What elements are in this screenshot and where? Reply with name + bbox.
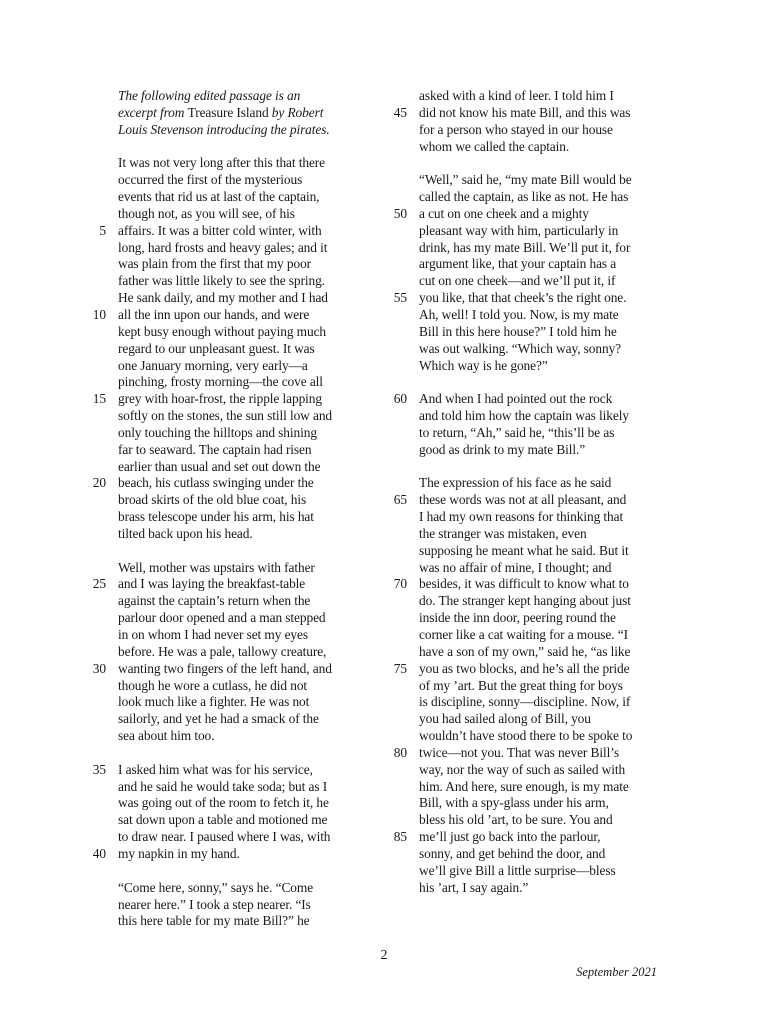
line-text: you as two blocks, and he’s all the pride (419, 660, 630, 676)
line-text: earlier than usual and set out down the (118, 458, 321, 474)
line-number: 35 (92, 761, 106, 777)
line-text: father was little likely to see the spring. (118, 273, 325, 289)
intro-text: Louis Stevenson introducing the pirates. (118, 121, 330, 137)
line-text: his ’art, I say again.” (419, 879, 529, 895)
intro-line (118, 88, 354, 105)
line-number: 65 (393, 492, 407, 508)
passage-line (419, 779, 655, 796)
line-text: supposing he meant what he said. But it (419, 542, 629, 558)
paragraph-gap (118, 543, 354, 560)
line-text: do. The stranger kept hanging about just (419, 593, 631, 609)
left-column (92, 88, 354, 930)
passage-line (92, 761, 354, 779)
passage-line (118, 593, 354, 610)
passage-line (92, 306, 354, 324)
passage-line (118, 425, 354, 442)
paragraph-gap (419, 459, 655, 476)
line-text: kept busy enough without paying much (118, 323, 327, 339)
line-text: bless his old ’art, to be sure. You and (419, 812, 613, 828)
line-text: me’ll just go back into the parlour, (419, 829, 601, 845)
passage-line (419, 122, 655, 139)
line-text: pleasant way with him, particularly in (419, 222, 619, 238)
passage-line (118, 694, 354, 711)
line-number: 45 (393, 104, 407, 120)
passage-line (419, 358, 655, 375)
passage-line (118, 560, 354, 577)
line-text: against the captain’s return when the (118, 593, 311, 609)
passage-line (118, 880, 354, 897)
line-text: softly on the stones, the sun still low and (118, 408, 333, 424)
right-passage (393, 88, 655, 897)
line-text: all the inn upon our hands, and were (118, 306, 310, 322)
passage-line (118, 526, 354, 543)
line-number: 15 (92, 391, 106, 407)
passage-line (419, 273, 655, 290)
passage-line (419, 728, 655, 745)
intro-line (118, 122, 354, 139)
passage-line (419, 678, 655, 695)
passage-line (419, 509, 655, 526)
line-text: sat down upon a table and motioned me (118, 812, 328, 828)
line-number: 25 (92, 576, 106, 592)
passage-line (118, 644, 354, 661)
passage-line (419, 408, 655, 425)
passage-line (419, 223, 655, 240)
passage-line (118, 172, 354, 189)
passage-line (393, 660, 655, 678)
line-text: pinching, frosty morning—the cove all (118, 374, 323, 390)
passage-line (92, 475, 354, 492)
passage-line (419, 172, 655, 189)
line-text: And when I had pointed out the rock (419, 391, 613, 407)
line-number: 85 (393, 829, 407, 845)
passage-line (393, 492, 655, 509)
line-text: besides, it was difficult to know what to (419, 576, 629, 592)
line-number: 30 (92, 660, 106, 676)
passage-line (393, 744, 655, 762)
date-footer: September 2021 (576, 965, 657, 979)
passage-line (118, 240, 354, 257)
line-text: a cut on one cheek and a mighty (419, 205, 589, 221)
passage-line (118, 324, 354, 341)
line-text: way, nor the way of such as sailed with (419, 761, 626, 777)
line-text: wouldn’t have stood there to be spoke to (419, 728, 633, 744)
line-text: grey with hoar-frost, the ripple lapping (118, 391, 322, 407)
line-text: of my ’art. But the great thing for boys (419, 677, 623, 693)
line-text: affairs. It was a bitter cold winter, with (118, 222, 322, 238)
passage-line (419, 762, 655, 779)
paragraph-gap (118, 745, 354, 762)
line-text: The expression of his face as he said (419, 475, 612, 491)
passage-line (419, 256, 655, 273)
passage-line (393, 576, 655, 593)
line-text: long, hard frosts and heavy gales; and it (118, 239, 328, 255)
line-text: inside the inn door, peering round the (419, 610, 616, 626)
right-column (393, 88, 655, 897)
line-text: parlour door opened and a man stepped (118, 610, 326, 626)
line-text: him. And here, sure enough, is my mate (419, 778, 629, 794)
passage-line (118, 290, 354, 307)
line-text: though he wore a cutlass, he did not (118, 677, 308, 693)
line-text: whom we called the captain. (419, 138, 570, 154)
passage-line (118, 256, 354, 273)
passage-line (92, 660, 354, 678)
line-text: before. He was a pale, tallowy creature, (118, 643, 327, 659)
line-text: only touching the hilltops and shining (118, 424, 317, 440)
paragraph-gap (419, 374, 655, 391)
passage-line (419, 644, 655, 661)
passage-line (118, 442, 354, 459)
passage-line (118, 492, 354, 509)
passage-line (92, 845, 354, 863)
passage-line (419, 526, 655, 543)
line-text: Bill, with a spy-glass under his arm, (419, 795, 609, 811)
passage-line (419, 560, 655, 577)
passage-line (118, 206, 354, 223)
line-number: 10 (92, 306, 106, 322)
passage-line (419, 863, 655, 880)
passage-line (118, 812, 354, 829)
passage-line (118, 711, 354, 728)
line-text: tilted back upon his head. (118, 525, 253, 541)
line-number: 40 (92, 845, 106, 861)
line-text: far to seaward. The captain had risen (118, 441, 312, 457)
passage-line (118, 897, 354, 914)
line-text: you like, that that cheek’s the right one. (419, 290, 627, 306)
line-text: regard to our unpleasant guest. It was (118, 340, 315, 356)
line-text: we’ll give Bill a little surprise—bless (419, 862, 616, 878)
line-text: to draw near. I paused where I was, with (118, 829, 331, 845)
passage-line (118, 459, 354, 476)
passage-line (118, 509, 354, 526)
paragraph-gap (419, 155, 655, 172)
passage-line (118, 155, 354, 172)
line-text: the stranger was mistaken, even (419, 525, 587, 541)
line-text: brass telescope under his arm, his hat (118, 509, 314, 525)
passage-line (419, 88, 655, 105)
line-text: and he said he would take soda; but as I (118, 778, 328, 794)
line-text: drink, has my mate Bill. We’ll put it, for (419, 239, 631, 255)
passage-line (118, 189, 354, 206)
passage-line (118, 913, 354, 930)
passage-line (118, 610, 354, 627)
line-text: asked with a kind of leer. I told him I (419, 88, 614, 103)
passage-line (419, 880, 655, 897)
line-text: broad skirts of the old blue coat, his (118, 492, 307, 508)
passage-line (118, 408, 354, 425)
line-text: and I was laying the breakfast-table (118, 576, 306, 592)
passage-line (92, 391, 354, 408)
line-text: was no affair of mine, I thought; and (419, 559, 612, 575)
line-text: to return, “Ah,” said he, “this’ll be as (419, 424, 615, 440)
passage-line (419, 610, 655, 627)
intro-line (118, 105, 354, 122)
line-text: wanting two fingers of the left hand, and (118, 660, 332, 676)
passage-line (99, 222, 354, 240)
intro-text: The following edited passage is an (118, 88, 301, 103)
passage-line (118, 779, 354, 796)
passage-line (419, 627, 655, 644)
passage-line (118, 678, 354, 695)
line-number: 80 (393, 744, 407, 760)
passage-line (118, 728, 354, 745)
line-text: though not, as you will see, of his (118, 205, 295, 221)
left-passage (92, 139, 354, 931)
passage-line (419, 240, 655, 257)
passage-line (419, 711, 655, 728)
line-text: corner like a cat waiting for a mouse. “I (419, 627, 628, 642)
passage-line (118, 627, 354, 644)
passage-line (118, 795, 354, 812)
line-text: is discipline, sonny—discipline. Now, if (419, 694, 631, 710)
line-text: called the captain, as like as not. He has (419, 189, 629, 205)
line-text: nearer here.” I took a step nearer. “Is (118, 896, 311, 912)
line-text: did not know his mate Bill, and this was (419, 104, 631, 120)
line-text: “Come here, sonny,” says he. “Come (118, 879, 314, 895)
passage-line (419, 139, 655, 156)
passage-line (419, 593, 655, 610)
passage-line (393, 391, 655, 408)
passage-line (419, 795, 655, 812)
intro-text: by Robert (268, 104, 324, 120)
line-text: these words was not at all pleasant, and (419, 492, 627, 508)
passage-line (419, 189, 655, 206)
line-text: in on whom I had never set my eyes (118, 627, 308, 642)
line-number: 5 (99, 222, 106, 238)
passage-line (419, 341, 655, 358)
line-number: 70 (393, 576, 407, 592)
line-text: It was not very long after this that there (118, 155, 326, 171)
line-text: sea about him too. (118, 728, 215, 744)
passage-line (118, 273, 354, 290)
line-text: twice—not you. That was never Bill’s (419, 744, 619, 760)
passage-line (419, 543, 655, 560)
line-number: 50 (393, 205, 407, 221)
line-text: “Well,” said he, “my mate Bill would be (419, 172, 632, 188)
line-text: this here table for my mate Bill?” he (118, 913, 310, 929)
line-text: you had sailed along of Bill, you (419, 711, 591, 727)
intro-note (118, 88, 354, 139)
passage-line (419, 425, 655, 442)
line-text: was going out of the room to fetch it, he (118, 795, 329, 811)
line-text: I had my own reasons for thinking that (419, 509, 624, 525)
intro-text: excerpt from (118, 104, 188, 120)
line-text: for a person who stayed in our house (419, 121, 613, 137)
line-text: events that rid us at last of the captain, (118, 189, 320, 205)
passage-line (393, 104, 655, 122)
paragraph-gap (118, 863, 354, 880)
passage-line (393, 290, 655, 307)
passage-line (419, 846, 655, 863)
line-text: He sank daily, and my mother and I had (118, 290, 328, 306)
passage-line (393, 205, 655, 223)
line-text: argument like, that your captain has a (419, 256, 617, 272)
line-text: occurred the first of the mysterious (118, 172, 303, 188)
line-text: sailorly, and yet he had a smack of the (118, 711, 319, 727)
page-number: 2 (380, 948, 388, 963)
passage-line (419, 324, 655, 341)
line-text: Which way is he gone?” (419, 357, 548, 373)
line-text: my napkin in my hand. (118, 845, 240, 861)
passage-line (419, 812, 655, 829)
line-text: Bill in this here house?” I told him he (419, 323, 617, 339)
passage-line (118, 341, 354, 358)
line-number: 55 (393, 290, 407, 306)
line-text: was out walking. “Which way, sonny? (419, 340, 622, 356)
line-text: Well, mother was upstairs with father (118, 559, 315, 575)
line-text: look much like a fighter. He was not (118, 694, 310, 710)
line-number: 60 (393, 391, 407, 407)
passage-line (393, 829, 655, 846)
line-text: Ah, well! I told you. Now, is my mate (419, 306, 619, 322)
line-number: 20 (92, 475, 106, 491)
line-text: good as drink to my mate Bill.” (419, 441, 586, 457)
line-number: 75 (393, 660, 407, 676)
passage-line (118, 374, 354, 391)
line-text: beach, his cutlass swinging under the (118, 475, 314, 491)
passage-line (419, 442, 655, 459)
line-text: one January morning, very early—a (118, 357, 308, 373)
passage-line (118, 358, 354, 375)
passage-line (419, 475, 655, 492)
line-text: and told him how the captain was likely (419, 408, 629, 424)
passage-line (419, 694, 655, 711)
passage-line (118, 829, 354, 846)
line-text: have a son of my own,” said he, “as like (419, 643, 631, 659)
line-text: was plain from the first that my poor (118, 256, 312, 272)
paragraph-gap (118, 139, 354, 156)
line-text: cut on one cheek—and we’ll put it, if (419, 273, 616, 289)
line-text: I asked him what was for his service, (118, 761, 313, 777)
passage-line (92, 576, 354, 593)
passage-line (419, 307, 655, 324)
book-title: Treasure Island (187, 104, 269, 120)
line-text: sonny, and get behind the door, and (419, 845, 606, 861)
